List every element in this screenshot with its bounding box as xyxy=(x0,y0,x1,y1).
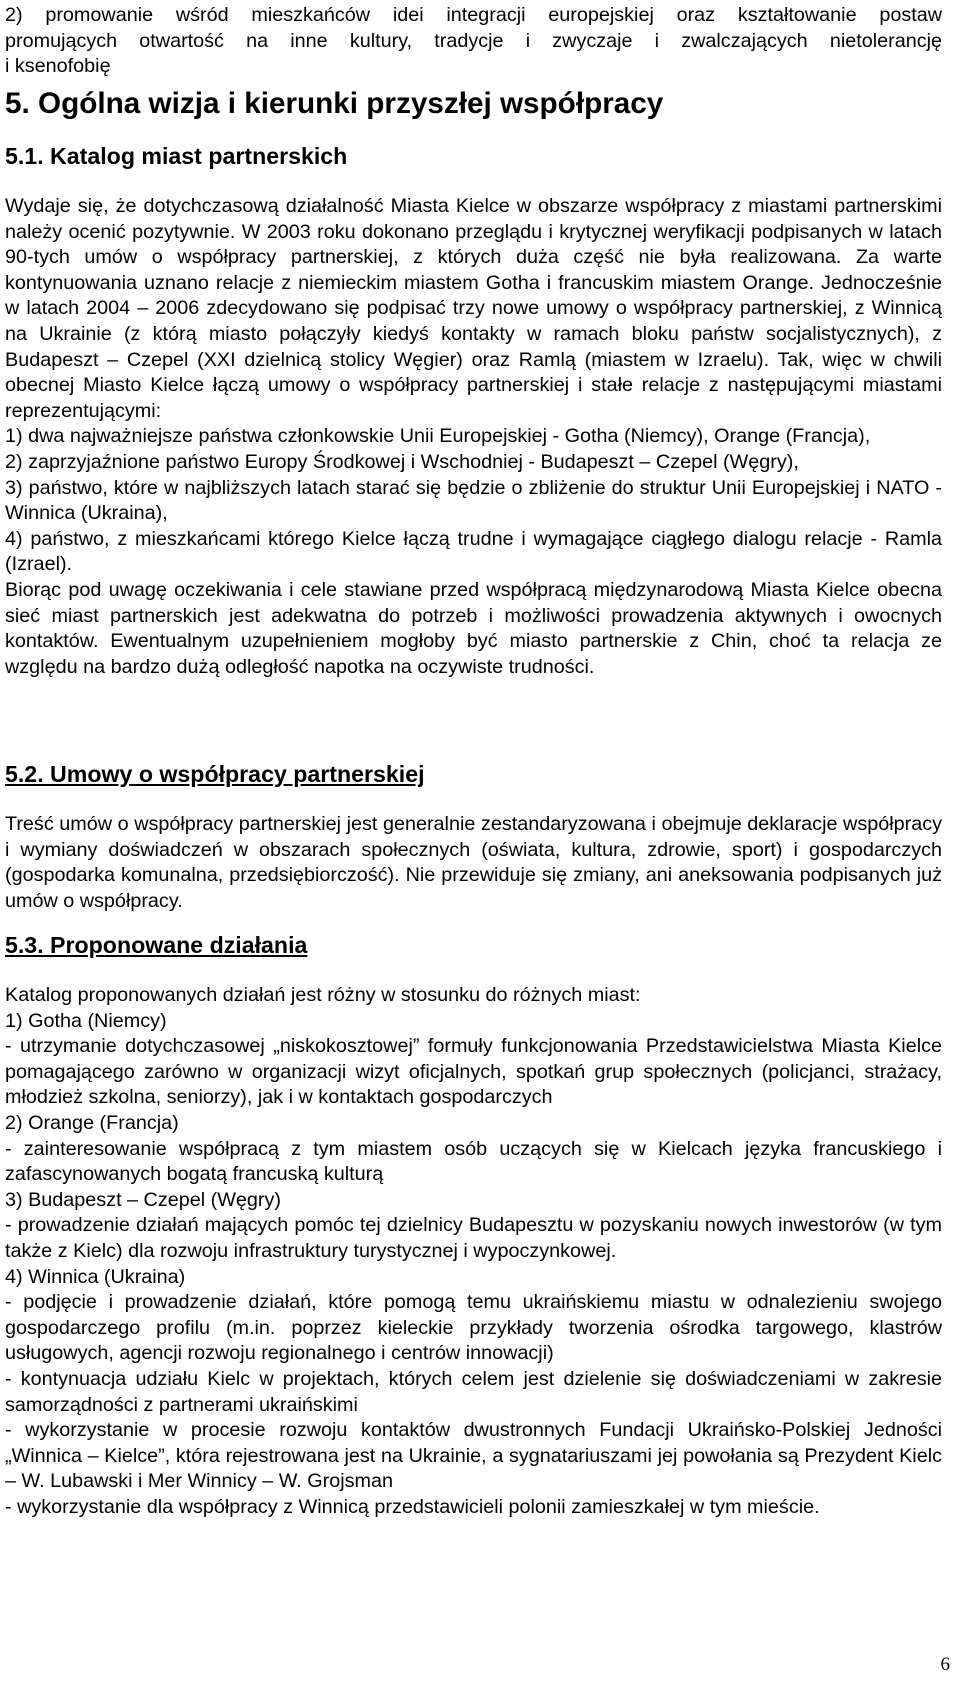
section-5-3-heading: 5.3. Proponowane działania xyxy=(5,932,308,958)
list-item: - wykorzystanie dla współpracy z Winnicą przedstawicieli polonii zamieszkałej w tym mieście. xyxy=(5,1495,820,1518)
city-text-orange: - zainteresowanie współpracą z tym miastem osób uczących się w Kielcach języka francuskiego i zafascynowanych bogatą francuską kulturą xyxy=(5,1137,942,1186)
intro-item-2-line-1: 2) promowanie wśród mieszkańców idei integracji europejskiej oraz kształtowanie postaw xyxy=(5,4,942,26)
section-5-3-intro: Katalog proponowanych działań jest różny w stosunku do różnych miast: xyxy=(5,984,641,1006)
list-item: 4) państwo, z mieszkańcami którego Kielce łączą trudne i wymagające ciągłego dialogu relacje - Ramla (Izrael). xyxy=(5,527,942,576)
intro-item-2-line-3: i ksenofobię xyxy=(5,55,111,78)
city-title-budapeszt: 3) Budapeszt – Czepel (Węgry) xyxy=(5,1188,281,1211)
page-number: 6 xyxy=(940,1654,950,1675)
section-5-1-heading: 5.1. Katalog miast partnerskich xyxy=(5,143,348,169)
city-text-budapeszt: - prowadzenie działań mających pomóc tej dzielnicy Budapesztu w pozyskaniu nowych inwestorów (w tym także z Kielc) dla rozwoju infrastruktury turystycznej i wypoczynkowej. xyxy=(5,1214,942,1262)
section-5-2-paragraph: Treść umów o współpracy partnerskiej jest generalnie zestandaryzowana i obejmuje deklaracje współpracy i wymiany doświadczeń w obszarach społecznych (oświata, kultura, zdrowie, sport) i gospodarczych (gospodarka komunalna, przedsiębiorczość). Nie przewiduje się zmiany, ani aneksowania podpisanych już umów o współpracy. xyxy=(5,813,942,912)
section-5-3 xyxy=(5,933,942,959)
city-title-gotha: 1) Gotha (Niemcy) xyxy=(5,1009,167,1032)
section-5-2 xyxy=(5,762,942,788)
city-title-winnica: 4) Winnica (Ukraina) xyxy=(5,1265,186,1288)
section-5-1-paragraph-1: Wydaje się, że dotychczasową działalność Miasta Kielce w obszarze współpracy z miastami partnerskimi należy ocenić pozytywnie. W 2003 roku dokonano przeglądu i krytycznej weryfikacji podpisanych w latach 90-tych umów o współpracy partnerskiej, z których duża część nie była realizowana. Za warte kontynuowania uznano relacje z niemieckim miastem Gotha i francuskim miastem Orange. Jednocześnie w latach 2004 – 2006 zdecydowano się podpisać trzy nowe umowy o współpracy partnerskiej, z Winnicą na Ukrainie (z którą miasto połączyły kiedyś kontakty w ramach bloku państw socjalistycznych), z Budapeszt – Czepel (XXI dzielnicą stolicy Węgier) oraz Ramlą (miastem w Izraelu). Tak, więc w chwili obecnej Miasto Kielce łączą umowy o współpracy partnerskiej i stałe relacje z następującymi miastami reprezentującymi: xyxy=(5,195,942,422)
section-5 xyxy=(5,87,942,120)
section-5-heading: 5. Ogólna wizja i kierunki przyszłej współpracy xyxy=(5,87,664,120)
section-5-1 xyxy=(5,144,942,170)
section-5-1-body xyxy=(5,194,942,680)
list-item: 2) zaprzyjaźnione państwo Europy Środkowej i Wschodniej - Budapeszt – Czepel (Węgry), xyxy=(5,450,799,473)
section-5-1-paragraph-2: Biorąc pod uwagę oczekiwania i cele stawiane przed współpracą międzynarodową Miasta Kielce obecna sieć miast partnerskich jest adekwatna do potrzeb i możliwości prowadzenia aktywnych i owocnych kontaktów. Ewentualnym uzupełnieniem mogłoby być miasto partnerskie z Chin, choć ta relacja ze względu na bardzo dużą odległość napotka na oczywiste trudności. xyxy=(5,578,942,678)
list-item: 1) dwa najważniejsze państwa członkowskie Unii Europejskiej - Gotha (Niemcy), Orange (Francja), xyxy=(5,425,871,448)
section-5-3-body xyxy=(5,983,942,1520)
section-5-2-body xyxy=(5,812,942,914)
list-item: - kontynuacja udziału Kielc w projektach, których celem jest dzielenie się doświadczeniami w zakresie samorządności z partnerami ukraińskimi xyxy=(5,1367,942,1416)
city-title-orange: 2) Orange (Francja) xyxy=(5,1111,179,1134)
list-item: - wykorzystanie w procesie rozwoju kontaktów dwustronnych Fundacji Ukraińsko-Polskiej Jedności „Winnica – Kielce”, która rejestrowana jest na Ukrainie, a sygnatariuszami jej powołania są Prezydent Kielc – W. Lubawski i Mer Winnicy – W. Grojsman xyxy=(5,1419,942,1493)
city-text-gotha: - utrzymanie dotychczasowej „niskokosztowej” formuły funkcjonowania Przedstawicielstwa Miasta Kielce pomagającego zarówno w organizacji wizyt oficjalnych, spotkań grup społecznych (policjanci, strażacy, młodzież szkolna, seniorzy), jak i w kontaktach gospodarczych xyxy=(5,1035,942,1109)
intro-item-2-line-2: promujących otwartość na inne kultury, tradycje i zwyczaje i zwalczających nietolerancję xyxy=(5,29,942,52)
intro-item-2 xyxy=(5,3,942,80)
section-5-2-heading: 5.2. Umowy o współpracy partnerskiej xyxy=(5,761,425,787)
list-item: - podjęcie i prowadzenie działań, które pomogą temu ukraińskiemu miastu w odnalezieniu swojego gospodarczego profilu (m.in. poprzez kieleckie przykłady tworzenia ośrodka targowego, klastrów usługowych, agencji rozwoju regionalnego i centrów innowacji) xyxy=(5,1291,942,1365)
list-item: 3) państwo, które w najbliższych latach starać się będzie o zbliżenie do struktur Unii Europejskiej i NATO - Winnica (Ukraina), xyxy=(5,476,942,525)
